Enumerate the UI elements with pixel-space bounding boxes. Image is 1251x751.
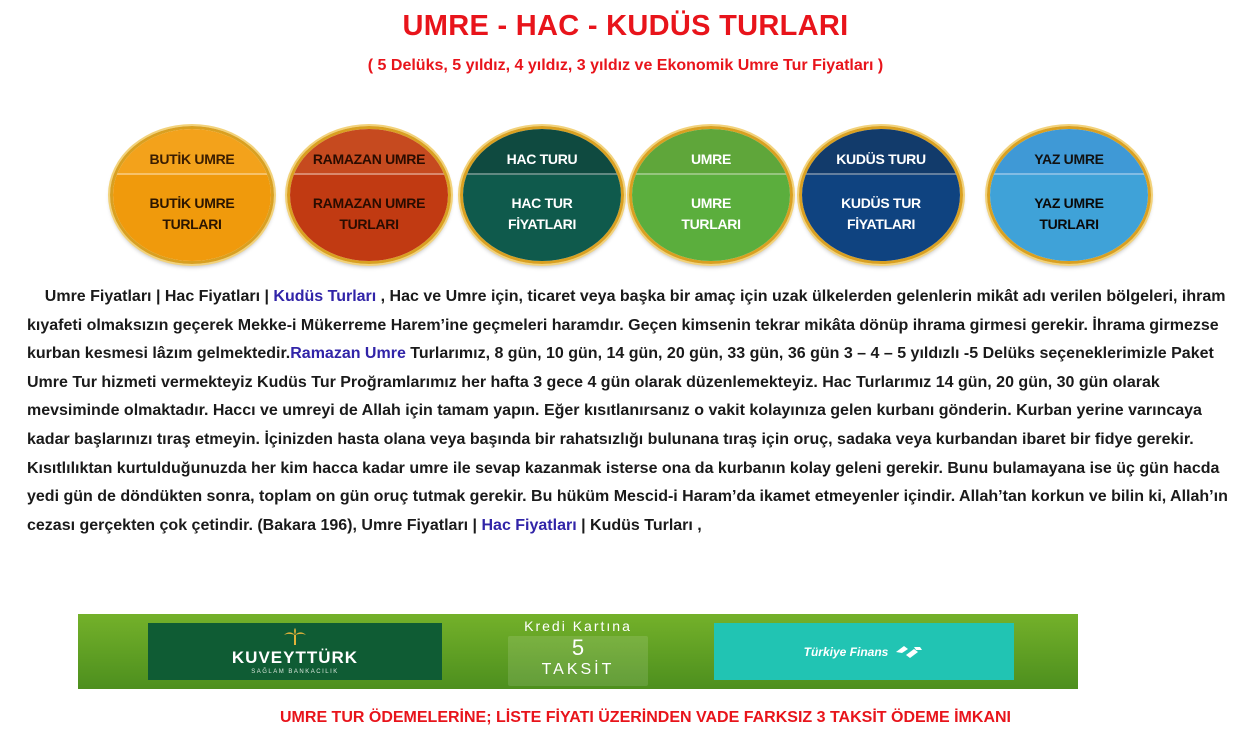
finans-mark-icon bbox=[894, 644, 924, 660]
kuveytturk-tagline: SAĞLAM BANKACILIK bbox=[251, 669, 339, 675]
badge-label: RAMAZAN UMRE TURLARI bbox=[290, 175, 448, 264]
badge-header: UMRE bbox=[632, 129, 790, 175]
description-paragraph bbox=[27, 283, 1232, 540]
tour-badges bbox=[0, 126, 1251, 266]
hac-fiyatlari-link[interactable]: Hac Fiyatları bbox=[481, 516, 577, 534]
badge-header: KUDÜS TURU bbox=[802, 129, 960, 175]
badge-header: BUTİK UMRE bbox=[113, 129, 271, 175]
badge-umre[interactable] bbox=[629, 126, 793, 264]
badge-header: YAZ UMRE bbox=[990, 129, 1148, 175]
palm-tree-icon bbox=[282, 628, 308, 646]
badge-kudus-turu[interactable] bbox=[799, 126, 963, 264]
kredi-karti-label: Kredi Kartına bbox=[524, 618, 632, 634]
badge-label: HAC TUR FİYATLARI bbox=[463, 175, 621, 264]
badge-header: HAC TURU bbox=[463, 129, 621, 175]
installment-count: 5 bbox=[571, 635, 585, 660]
badge-ramazan-umre[interactable] bbox=[287, 126, 451, 264]
paragraph-text: Turlarımız, 8 gün, 10 gün, 14 gün, 20 gün, 33 gün, 36 gün 3 – 4 – 5 yıldızlı -5 Delüks seçeneklerimizle Paket Umre Tur hizmeti vermekteyiz Kudüs Tur Proğramlarımız her hafta 3 gece 4 gün olarak düzenlemekteyiz. Hac Turlarımız 14 gün, 20 gün, 30 gün olarak mevsiminde olmaktadır. Haccı ve umreyi de Allah için tamam yapın. Eğer kısıtlanırsanız o vakit kolayınıza gelen kurbanı gönderin. Kurban yerine varıncaya kadar başlarınızı tıraş etmeyin. İçinizden hasta olana veya başında bir rahatsızlığı bulunana tıraş için oruç, sadaka veya kurbandan ibaret bir fidye gerekir. Kısıtlılıktan kurtulduğunuzda her kim hacca kadar umre ile sevap kazanmak isterse ona da kurbanın kolay geleni gerekir. Bunu bulamayana ise üç gün hacda yedi gün de döndükten sonra, toplam on gün oruç tutmak gerekir. Bu hüküm Mescid-i Haram’da ikamet etmeyenler içindir. Allah’tan korkun ve bilin ki, Allah’ın cezası gerçekten çok çetindir. (Bakara 196), Umre Fiyatları | bbox=[27, 345, 1228, 534]
page-title: UMRE - HAC - KUDÜS TURLARI bbox=[402, 10, 849, 42]
kuveytturk-name: KUVEYTTÜRK bbox=[231, 648, 359, 667]
badge-label: KUDÜS TUR FİYATLARI bbox=[802, 175, 960, 264]
badge-hac-turu[interactable] bbox=[460, 126, 624, 264]
badge-label: YAZ UMRE TURLARI bbox=[990, 175, 1148, 264]
installment-text bbox=[468, 614, 688, 689]
installment-banner bbox=[78, 614, 1078, 689]
badge-label: UMRE TURLARI bbox=[632, 175, 790, 264]
taksit-label: TAKSİT bbox=[541, 661, 615, 678]
installment-box bbox=[508, 636, 648, 686]
paragraph-text: Umre Fiyatları | Hac Fiyatları | bbox=[44, 288, 274, 305]
turkiye-finans-logo[interactable] bbox=[714, 623, 1014, 680]
turkiye-finans-name: Türkiye Finans bbox=[803, 644, 889, 659]
paragraph-text: , Hac ve Umre için, ticaret veya başka bir amaç için uzak ülkelerden gelenlerin mikât adı verilen bölgeleri, ihram kıyafeti olmaksızın geçerek Mekke-i Mükerreme Harem’ine geçmeleri haramdır. Geçen kimsenin tekrar mikâta dönüp ihrama girmesi gerekir. İhrama girmezse kurban kesmesi lâzım gelmektedir. bbox=[27, 288, 1226, 363]
ramazan-umre-link[interactable]: Ramazan Umre bbox=[290, 345, 406, 363]
badge-butik-umre[interactable] bbox=[110, 126, 274, 264]
badge-header: RAMAZAN UMRE bbox=[290, 129, 448, 175]
badge-label: BUTİK UMRE TURLARI bbox=[113, 175, 271, 264]
kuveytturk-logo[interactable] bbox=[148, 623, 442, 680]
kudus-turlari-link[interactable]: Kudüs Turları bbox=[273, 288, 377, 305]
paragraph-text: | Kudüs Turları , bbox=[576, 516, 702, 534]
page-subtitle: ( 5 Delüks, 5 yıldız, 4 yıldız, 3 yıldız ve Ekonomik Umre Tur Fiyatları ) bbox=[367, 57, 884, 74]
badge-yaz-umre[interactable] bbox=[987, 126, 1151, 264]
payment-notice: UMRE TUR ÖDEMELERİNE; LİSTE FİYATI ÜZERİNDEN VADE FARKSIZ 3 TAKSİT ÖDEME İMKANI bbox=[280, 709, 1011, 726]
